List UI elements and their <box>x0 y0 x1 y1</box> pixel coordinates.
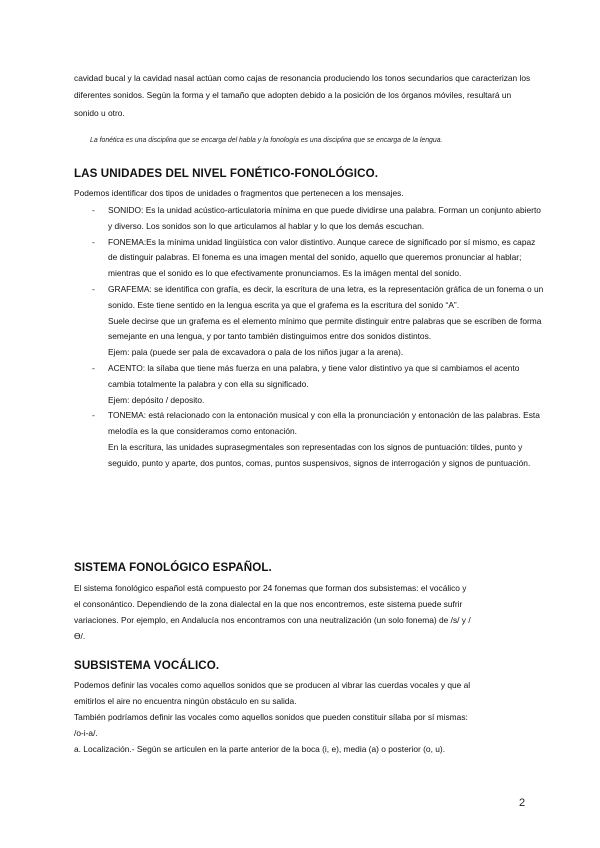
subsistema-paragraph-2: También podríamos definir las vocales como aquellos sonidos que pueden constituir sílaba por sí mismas: /o-i-a/. <box>74 712 468 738</box>
heading-unidades: LAS UNIDADES DEL NIVEL FONÉTICO-FONOLÓGICO. <box>74 167 379 180</box>
acento-text: ACENTO: la sílaba que tiene más fuerza en una palabra, y tiene valor distintivo ya que si cambiamos el acento cambia totalmente la palabra y con ella su significado. <box>108 362 520 389</box>
acento-example: Ejem: depósito / deposito. <box>108 394 205 405</box>
subsistema-body <box>74 677 474 757</box>
grafema-text: GRAFEMA: se identifica con grafía, es decir, la escritura de una letra, es la representación gráfica de un fonema o un sonido. Este tiene sentido en la lengua escrita ya que el grafema es la escritura del sonido “A”. <box>108 283 544 310</box>
tonema-text-2: En la escritura, las unidades suprasegmentales son representadas con los signos de puntuación: tildes, punto y seguido, punto y aparte, dos puntos, comas, puntos suspensivos, signos de interrogación y signos de puntuación. <box>108 441 531 468</box>
intro-paragraph: cavidad bucal y la cavidad nasal actúan como cajas de resonancia produciendo los tonos secundarios que caracterizan los diferentes sonidos. Según la forma y el tamaño que adopten debido a la posición de los órganos móviles, resultará un sonido u otro. <box>74 73 531 118</box>
list-item-tonema <box>74 408 544 471</box>
dash-bullet: - <box>92 205 95 215</box>
fonema-text: FONEMA:Es la mínima unidad lingüística con valor distintivo. Aunque carece de significado por sí mismo, es capaz de distinguir palabras. El fonema es una imagen mental del sonido, aquello que queremos pronunciar al hablar; mientras que el sonido es lo que efectivamente pronunciamos. Es la imágen mental del sonido. <box>108 236 536 279</box>
tonema-text: TONEMA: está relacionado con la entonación musical y con ella la pronunciación y entonación de las palabras. Esta melodía es la que consideramos como entonación. <box>108 410 540 437</box>
list-item-fonema <box>74 235 544 282</box>
grafema-text-2: Suele decirse que un grafema es el elemento mínimo que permite distinguir entre palabras que se escriben de forma semejante en una lengua, y por tanto también distinguimos entre dos sonidos distintos. <box>108 315 542 342</box>
sistema-paragraph: El sistema fonológico español está compuesto por 24 fonemas que forman dos subsistemas: el vocálico y el consonántico. Dependiendo de la zona dialectal en la que nos encontremos, este sistema puede sufrir variaciones. Por ejemplo, en Andalucía nos encontramos con una neutralización (un solo fonema) de /s/ y /Ө/. <box>74 583 471 641</box>
dash-bullet: - <box>92 236 95 247</box>
dash-bullet: - <box>92 410 95 421</box>
unidades-lead: Podemos identificar dos tipos de unidades o fragmentos que pertenecen a los mensajes. <box>74 188 404 198</box>
dash-bullet: - <box>92 283 95 294</box>
page-number: 2 <box>519 797 526 809</box>
list-item-grafema <box>74 282 544 361</box>
heading-sistema: SISTEMA FONOLÓGICO ESPAÑOL. <box>74 561 272 574</box>
dash-bullet: - <box>92 362 95 373</box>
heading-subsistema: SUBSISTEMA VOCÁLICO. <box>74 659 220 672</box>
list-item-sonido <box>74 203 544 235</box>
list-item-acento <box>74 361 544 408</box>
units-list <box>74 203 544 472</box>
sonido-text: SONIDO: Es la unidad acústico-articulatoria mínima en que puede dividirse una palabra. Forman un conjunto abierto y diverso. Los sonidos son lo que articulamos al hablar y lo que los demás escuchan. <box>108 205 541 231</box>
subsistema-paragraph-3: a. Localización.- Según se articulen en la parte anterior de la boca (i, e), media (a) o posterior (o, u). <box>74 744 446 754</box>
subsistema-paragraph-1: Podemos definir las vocales como aquellos sonidos que se producen al vibrar las cuerdas vocales y que al emitirlos el aire no encuentra ningún obstáculo en su salida. <box>74 680 471 706</box>
definition-quote: La fonética es una disciplina que se encarga del habla y la fonología es una disciplina que se encarga de la lengua. <box>90 137 443 144</box>
grafema-example: Ejem: pala (puede ser pala de excavadora o pala de los niños jugar a la arena). <box>108 347 404 358</box>
